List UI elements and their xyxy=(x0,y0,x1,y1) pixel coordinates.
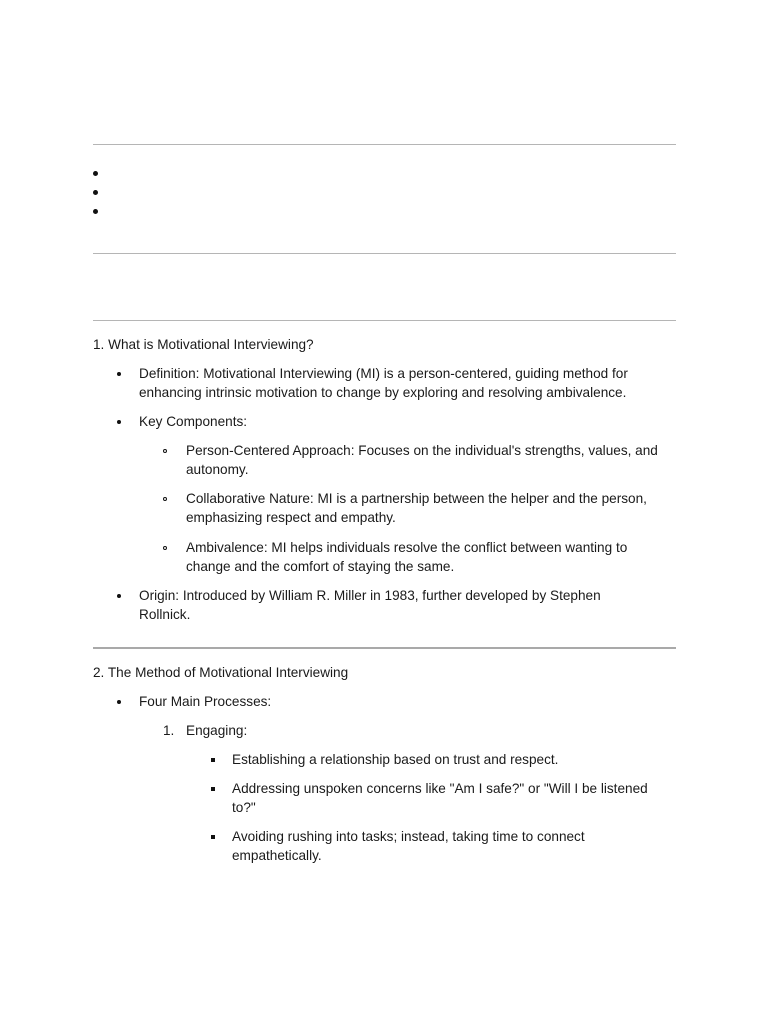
empty-bullet xyxy=(93,209,98,214)
origin-line1: Origin: Introduced by William R. Miller in 1983, further developed by Stephen xyxy=(139,588,601,603)
bullet-disc xyxy=(117,700,121,704)
section1-heading: 1. What is Motivational Interviewing? xyxy=(93,337,314,352)
component-line1: Person-Centered Approach: Focuses on the individual's strengths, values, and xyxy=(186,443,658,458)
horizontal-rule xyxy=(93,144,676,145)
definition-line2: enhancing intrinsic motivation to change by exploring and resolving ambivalence. xyxy=(139,385,627,400)
empty-bullet xyxy=(93,171,98,176)
component-line2: autonomy. xyxy=(186,462,249,477)
engaging-label: Engaging: xyxy=(186,723,248,738)
engaging-item-line2: to?" xyxy=(232,800,256,815)
component-line1: Collaborative Nature: MI is a partnership between the helper and the person, xyxy=(186,491,647,506)
engaging-item-line1: Avoiding rushing into tasks; instead, taking time to connect xyxy=(232,829,585,844)
key-components-label: Key Components: xyxy=(139,414,248,429)
engaging-item-line1: Addressing unspoken concerns like "Am I safe?" or "Will I be listened xyxy=(232,781,648,796)
engaging-item-line1: Establishing a relationship based on trust and respect. xyxy=(232,752,559,767)
bullet-disc xyxy=(117,420,121,424)
bullet-circle xyxy=(163,449,167,453)
bullet-disc xyxy=(117,372,121,376)
list-number: 1. xyxy=(163,723,175,738)
bullet-square xyxy=(211,758,215,762)
horizontal-rule xyxy=(93,647,676,649)
bullet-disc xyxy=(117,594,121,598)
component-line2: change and the comfort of staying the same. xyxy=(186,559,455,574)
bullet-square xyxy=(211,835,215,839)
horizontal-rule xyxy=(93,320,676,321)
origin-line2: Rollnick. xyxy=(139,607,191,622)
empty-bullet xyxy=(93,190,98,195)
bullet-square xyxy=(211,787,215,791)
horizontal-rule xyxy=(93,253,676,254)
component-line2: emphasizing respect and empathy. xyxy=(186,510,396,525)
definition-line1: Definition: Motivational Interviewing (MI) is a person-centered, guiding method for xyxy=(139,366,628,381)
section2-heading: 2. The Method of Motivational Interviewing xyxy=(93,665,349,680)
bullet-circle xyxy=(163,546,167,550)
component-line1: Ambivalence: MI helps individuals resolve the conflict between wanting to xyxy=(186,540,628,555)
engaging-item-line2: empathetically. xyxy=(232,848,322,863)
bullet-circle xyxy=(163,497,167,501)
processes-label: Four Main Processes: xyxy=(139,694,272,709)
